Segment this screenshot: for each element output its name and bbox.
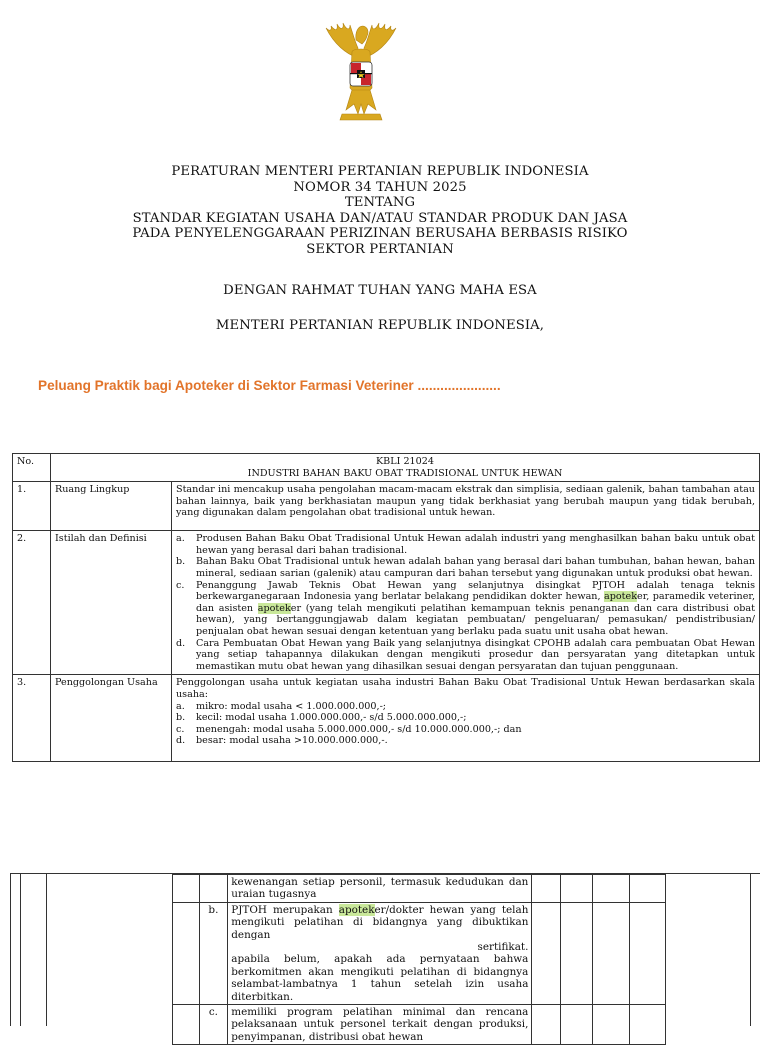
- table-border-line: [46, 874, 47, 1026]
- scale-list: [176, 701, 755, 747]
- table-row: [173, 875, 666, 903]
- criteria-marker: c.: [199, 1005, 228, 1045]
- row-number: 2.: [13, 531, 51, 675]
- regulation-tentang: TENTANG: [344, 195, 416, 210]
- text-segment: Penanggung Jawab Teknis Obat Hewan yang selanjutnya disingkat PJTOH adalah tenaga teknis berkewarganegaraan Indonesia yang berlatar belakang pendidikan dokter hewan,: [196, 579, 755, 603]
- table-cell: [532, 1005, 561, 1045]
- table-row: [13, 531, 760, 675]
- regulation-title-block: [0, 164, 760, 257]
- criteria-text: memiliki program pelatihan minimal dan rencana pelaksanaan untuk personel terkait dengan produksi, penyimpanan, distribusi obat hewan: [228, 1005, 532, 1045]
- row-number: 3.: [13, 675, 51, 762]
- table-cell: [593, 1005, 629, 1045]
- list-item: [176, 638, 755, 673]
- kbli-code: KBLI 21024: [376, 456, 434, 467]
- table-cell: [560, 902, 592, 1004]
- table-cell: [629, 902, 665, 1004]
- rahmat-line: DENGAN RAHMAT TUHAN YANG MAHA ESA: [223, 283, 537, 298]
- criteria-marker: b.: [199, 902, 228, 1004]
- list-item: [176, 735, 755, 747]
- list-text: besar: modal usaha >10.000.000.000,-.: [196, 735, 388, 747]
- criteria-text: kewenangan setiap personil, termasuk kedudukan dan uraian tugasnya: [228, 875, 532, 903]
- list-marker: a.: [176, 700, 185, 712]
- table-cell: [532, 875, 561, 903]
- table-cell: [593, 875, 629, 903]
- highlight-title: Peluang Praktik bagi Apoteker di Sektor Farmasi Veteriner ......................: [38, 378, 501, 393]
- text-segment: apabila belum, apakah ada pernyataan bahwa berkomitmen akan mengikuti pelatihan di bidangnya selambat-lambatnya 1 tahun setelah izin usaha diterbitkan.: [231, 953, 529, 1003]
- list-text: kecil: modal usaha 1.000.000.000,- s/d 5.000.000.000,-;: [196, 712, 467, 724]
- list-item: [176, 701, 755, 713]
- text-segment: sertifikat.: [477, 941, 529, 954]
- list-text: menengah: modal usaha 5.000.000.000,- s/d 10.000.000.000,-; dan: [196, 723, 522, 735]
- menteri-line: MENTERI PERTANIAN REPUBLIK INDONESIA,: [215, 318, 545, 333]
- definition-list: [176, 533, 755, 672]
- table-row: [173, 1005, 666, 1045]
- list-text: Bahan Baku Obat Tradisional untuk hewan adalah bahan yang berasal dari bahan tumbuhan, bahan hewan, bahan mineral, sediaan sarian (galenik) atau campuran dari bahan tersebut yang digunakan untuk produksi obat hewan.: [196, 556, 755, 579]
- table-cell: [560, 1005, 592, 1045]
- text-segment: er (yang telah mengikuti pelatihan kemampuan teknis penanganan dan cara distribusi obat hewan), yang bertanggungjawab dalam kegiatan pembuatan/ pengeluaran/ pemasukan/ pendistribusian/ penjualan obat hewan sesuai dengan ketentuan yang berlaku pada suatu unit usaha obat hewan.: [196, 602, 755, 637]
- table-row: [173, 902, 666, 1004]
- regulation-subject-line: PADA PENYELENGGARAAN PERIZINAN BERUSAHA BERBASIS RISIKO: [132, 226, 628, 241]
- table-header-row: [13, 454, 760, 482]
- list-item: [176, 712, 755, 724]
- list-item: [176, 533, 755, 556]
- table-cell: [593, 902, 629, 1004]
- header-no-cell: No.: [13, 454, 51, 482]
- list-item: [176, 580, 755, 638]
- highlighted-word: apotek: [338, 903, 375, 916]
- row-number: 1.: [13, 482, 51, 531]
- table-border-line: [10, 874, 11, 1026]
- list-marker: d.: [176, 637, 186, 649]
- row-label: Ruang Lingkup: [51, 482, 172, 531]
- row-label: Istilah dan Definisi: [51, 531, 172, 675]
- list-marker: b.: [176, 556, 186, 568]
- list-marker: c.: [176, 579, 185, 591]
- text-segment: er/dokter hewan yang telah mengikuti pelatihan di bidangnya yang dibuktikan dengan: [231, 903, 529, 941]
- table-cell: [199, 875, 228, 903]
- list-text: Produsen Bahan Baku Obat Tradisional Untuk Hewan adalah industri yang menghasilkan bahan baku untuk obat hewan yang berasal dari bahan tradisional.: [196, 533, 755, 556]
- standard-table: [12, 453, 760, 762]
- table-cell: [173, 875, 200, 903]
- text-segment: er, paramedik veteriner, dan asisten: [196, 591, 755, 614]
- row-label: Penggolongan Usaha: [51, 675, 172, 762]
- list-text: Cara Pembuatan Obat Hewan yang Baik yang selanjutnya disingkat CPOHB adalah cara pembuatan Obat Hewan yang setiap tahapannya dilakukan dengan mengikuti prosedur dan persyaratan yang ditetapkan untuk memastikan mutu obat hewan yang dihasilkan sesuai dengan persyaratan dan tujuan penggunaan.: [196, 637, 755, 672]
- list-marker: d.: [176, 735, 186, 747]
- checklist-table: [172, 874, 666, 1045]
- regulation-number: NOMOR 34 TAHUN 2025: [293, 179, 467, 195]
- table-cell: [629, 1005, 665, 1045]
- regulation-subject-line: STANDAR KEGIATAN USAHA DAN/ATAU STANDAR PRODUK DAN JASA: [132, 210, 628, 226]
- table-row: [13, 482, 760, 531]
- checklist-table-fragment: [10, 873, 760, 1043]
- kbli-title: INDUSTRI BAHAN BAKU OBAT TRADISIONAL UNTUK HEWAN: [247, 467, 563, 479]
- regulation-title-line: PERATURAN MENTERI PERTANIAN REPUBLIK INDONESIA: [171, 164, 589, 179]
- table-cell: [629, 875, 665, 903]
- list-marker: c.: [176, 723, 185, 735]
- list-marker: b.: [176, 712, 186, 724]
- table-cell: [560, 875, 592, 903]
- list-item: [176, 556, 755, 579]
- list-marker: a.: [176, 533, 185, 545]
- row-content: [172, 675, 760, 762]
- table-border-line: [750, 874, 751, 1026]
- garuda-emblem-icon: [322, 18, 400, 126]
- row-content: Standar ini mencakup usaha pengolahan macam-macam ekstrak dan simplisia, sediaan galenik, bahan tambahan atau bahan lainnya, baik yang berkhasiatan maupun yang tidak berkhasiat yang berubah maupun yang tidak berubah, yang digunakan dalam pengolahan obat tradisional untuk hewan.: [172, 482, 760, 531]
- table-cell: [173, 902, 200, 1004]
- text-segment: PJTOH merupakan: [231, 903, 339, 916]
- highlighted-word: apotek: [257, 602, 291, 614]
- regulation-subject-line: SEKTOR PERTANIAN: [306, 241, 454, 257]
- highlighted-word: apotek: [604, 591, 638, 603]
- list-text: mikro: modal usaha < 1.000.000.000,-;: [196, 700, 387, 712]
- header-kbli-cell: [51, 454, 760, 482]
- row-content: [172, 531, 760, 675]
- scale-intro: Penggolongan usaha untuk kegiatan usaha industri Bahan Baku Obat Tradisional Untuk Hewan berdasarkan skala usaha:: [176, 677, 755, 700]
- criteria-text: [228, 902, 532, 1004]
- table-row: [13, 675, 760, 762]
- list-text: [196, 580, 755, 638]
- list-item: [176, 724, 755, 736]
- table-cell: [532, 902, 561, 1004]
- table-border-line: [20, 874, 21, 1026]
- table-cell: [173, 1005, 200, 1045]
